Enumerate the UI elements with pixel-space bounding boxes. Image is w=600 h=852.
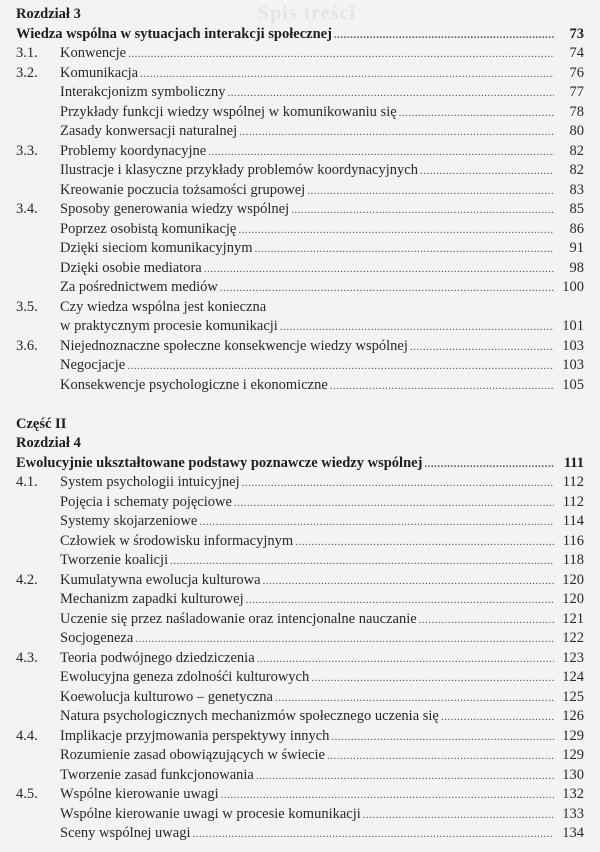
entry-title: Poprzez osobistą komunikację — [60, 220, 237, 237]
section-number: 3.2. — [16, 64, 38, 81]
dot-leader — [311, 669, 554, 689]
toc-subsection-entry[interactable] — [16, 103, 584, 123]
toc-chapter-entry[interactable] — [16, 25, 584, 45]
page-number: 133 — [562, 805, 584, 822]
entry-title: Ilustracje i klasyczne przykłady problemów koordynacyjnych — [60, 162, 418, 178]
toc-subsection-entry[interactable] — [16, 610, 584, 630]
page-number: 76 — [569, 64, 584, 81]
dot-leader — [331, 728, 554, 748]
dot-leader — [330, 377, 554, 397]
page-number: 130 — [562, 766, 584, 783]
chapter-label: Rozdział 3 — [16, 6, 81, 22]
entry-title: Konsekwencje psychologiczne i ekonomiczne — [60, 376, 328, 393]
entry-title: System psychologii intuicyjnej — [60, 474, 240, 490]
entry-title: Negocjacje — [60, 357, 126, 373]
bleed-through-heading: Spis treści — [258, 2, 356, 24]
table-of-contents — [16, 5, 584, 844]
page-number: 103 — [562, 357, 584, 373]
dot-leader — [238, 221, 554, 241]
toc-subsection-entry[interactable] — [16, 122, 584, 142]
entry-title: Teoria podwójnego dziedziczenia — [60, 649, 255, 666]
toc-section-entry[interactable] — [16, 200, 584, 220]
dot-leader — [420, 162, 554, 182]
page-number: 121 — [562, 610, 584, 627]
page-number: 112 — [562, 474, 584, 490]
toc-section-chapter-4 — [16, 415, 584, 844]
page-number: 86 — [569, 220, 584, 237]
page-number: 103 — [562, 337, 584, 354]
toc-section-entry[interactable] — [16, 44, 584, 64]
entry-title: Czy wiedza wspólna jest konieczna — [60, 298, 267, 315]
entry-title: Uczenie się przez naśladowanie oraz intencjonalne nauczanie — [60, 610, 417, 627]
toc-section-entry[interactable] — [16, 142, 584, 162]
entry-title: Tworzenie koalicji — [60, 552, 169, 568]
section-number: 3.5. — [16, 298, 38, 315]
section-gap — [16, 395, 584, 415]
entry-title: Rozumienie zasad obowiązujących w świecie — [60, 747, 325, 763]
page-number: 123 — [562, 649, 584, 666]
dot-leader — [424, 455, 554, 475]
page-number: 85 — [569, 201, 584, 217]
toc-chapter-entry[interactable] — [16, 454, 584, 474]
toc-subsection-entry[interactable] — [16, 688, 584, 708]
entry-title: Kreowanie poczucia tożsamości grupowej — [60, 181, 306, 198]
page-number: 120 — [562, 591, 584, 607]
page-number: 91 — [569, 240, 584, 256]
section-number: 4.5. — [16, 786, 38, 802]
toc-section-entry[interactable] — [16, 571, 584, 591]
toc-section-entry[interactable] — [16, 785, 584, 805]
entry-title: Konwencje — [60, 45, 127, 61]
section-number: 3.6. — [16, 337, 38, 354]
toc-subsection-entry[interactable] — [16, 668, 584, 688]
toc-subsection-entry[interactable] — [16, 551, 584, 571]
dot-leader — [257, 650, 554, 670]
toc-subsection-entry[interactable] — [16, 83, 584, 103]
page-number: 105 — [562, 376, 584, 393]
toc-section-entry[interactable] — [16, 298, 584, 318]
toc-section-entry[interactable] — [16, 473, 584, 493]
toc-subsection-entry[interactable] — [16, 259, 584, 279]
page-number: 100 — [562, 279, 584, 295]
dot-leader — [255, 240, 555, 260]
entry-title: Pojęcia i schematy pojęciowe — [60, 493, 232, 510]
toc-subsection-entry[interactable] — [16, 590, 584, 610]
dot-leader — [256, 767, 554, 787]
entry-title: Dzięki sieciom komunikacyjnym — [60, 240, 253, 256]
entry-title: Ewolucyjna geneza zdolnośći kulturowych — [60, 669, 310, 685]
toc-subsection-entry[interactable] — [16, 161, 584, 181]
entry-title: Ewolucyjnie ukształtowane podstawy poznawcze wiedzy wspólnej — [16, 454, 423, 471]
section-number: 4.2. — [16, 571, 38, 588]
dot-leader — [441, 708, 554, 728]
toc-section-entry[interactable] — [16, 337, 584, 357]
dot-leader — [410, 338, 554, 358]
part-label: Część II — [16, 415, 67, 432]
dot-leader — [234, 494, 554, 514]
dot-leader — [295, 533, 554, 553]
page-number: 132 — [562, 786, 584, 802]
page-number: 77 — [569, 84, 584, 100]
dot-leader — [140, 65, 554, 85]
entry-title: Kumulatywna ewolucja kulturowa — [60, 571, 261, 588]
toc-section-entry[interactable] — [16, 649, 584, 669]
entry-title: Tworzenie zasad funkcjonowania — [60, 766, 254, 783]
page-number: 73 — [569, 25, 584, 42]
entry-title: w praktycznym procesie komunikacji — [60, 318, 278, 334]
dot-leader — [128, 45, 554, 65]
dot-leader — [192, 825, 554, 845]
toc-section-chapter-3 — [16, 5, 584, 395]
dot-leader — [220, 279, 554, 299]
page-number: 78 — [569, 103, 584, 120]
dot-leader — [291, 201, 554, 221]
entry-title: Sceny wspólnej uwagi — [60, 825, 191, 841]
entry-title: Wspólne kierowanie uwagi — [60, 786, 219, 802]
page-number: 134 — [562, 825, 584, 841]
dot-leader — [363, 806, 554, 826]
dot-leader — [228, 84, 555, 104]
toc-subsection-entry[interactable] — [16, 181, 584, 201]
dot-leader — [419, 611, 554, 631]
entry-title: Wiedza wspólna w sytuacjach interakcji społecznej — [16, 25, 332, 42]
page-number: 101 — [562, 318, 584, 334]
page-number: 82 — [569, 162, 584, 178]
page-number: 129 — [562, 727, 584, 744]
entry-title: Problemy koordynacyjne — [60, 142, 207, 159]
entry-title: Przykłady funkcji wiedzy wspólnej w komunikowaniu się — [60, 103, 397, 120]
page-number: 112 — [562, 493, 584, 510]
toc-subsection-entry[interactable] — [16, 629, 584, 649]
entry-title: Człowiek w środowisku informacyjnym — [60, 532, 294, 549]
entry-title: Wspólne kierowanie uwagi w procesie komunikacji — [60, 805, 361, 822]
dot-leader — [170, 552, 554, 572]
page-number: 129 — [562, 747, 584, 763]
toc-subsection-entry[interactable] — [16, 532, 584, 552]
toc-subsection-entry[interactable] — [16, 278, 584, 298]
section-number: 4.1. — [16, 474, 38, 490]
dot-leader — [307, 182, 554, 202]
entry-title: Systemy skojarzeniowe — [60, 513, 198, 529]
toc-section-entry[interactable] — [16, 727, 584, 747]
entry-title: Sposoby generowania wiedzy wspólnej — [60, 201, 290, 217]
dot-leader — [199, 513, 554, 533]
section-number: 4.3. — [16, 649, 38, 666]
toc-subsection-entry[interactable] — [16, 512, 584, 532]
section-number: 4.4. — [16, 727, 38, 744]
dot-leader — [399, 104, 554, 124]
dot-leader — [204, 260, 554, 280]
chapter-label: Rozdział 4 — [16, 435, 81, 451]
section-number: 3.1. — [16, 45, 38, 61]
section-number: 3.4. — [16, 201, 38, 217]
page-number: 122 — [562, 630, 584, 646]
dot-leader — [221, 786, 554, 806]
page-number: 126 — [562, 708, 584, 724]
entry-title: Niejednoznaczne społeczne konsekwencje wiedzy wspólnej — [60, 337, 408, 354]
page-number: 120 — [562, 571, 584, 588]
toc-subsection-entry[interactable] — [16, 239, 584, 259]
toc-section-entry[interactable] — [16, 64, 584, 84]
entry-title: Dzięki osobie mediatora — [60, 259, 202, 276]
dot-leader — [239, 123, 554, 143]
page-number: 80 — [569, 123, 584, 139]
entry-title: Interakcjonizm symboliczny — [60, 84, 226, 100]
toc-subsection-entry[interactable] — [16, 707, 584, 727]
entry-title: Komunikacja — [60, 64, 139, 81]
dot-leader — [208, 143, 554, 163]
toc-subsection-entry[interactable] — [16, 376, 584, 396]
section-number: 3.3. — [16, 142, 38, 159]
toc-subsection-entry[interactable] — [16, 824, 584, 844]
toc-subsection-entry[interactable] — [16, 317, 584, 337]
dot-leader — [334, 26, 554, 46]
page-number: 125 — [562, 688, 584, 705]
entry-title: Zasady konwersacji naturalnej — [60, 123, 238, 139]
entry-title: Koewolucja kulturowo – genetyczna — [60, 688, 273, 705]
page-number: 118 — [562, 552, 584, 568]
toc-subsection-entry[interactable] — [16, 766, 584, 786]
dot-leader — [135, 630, 554, 650]
toc-subsection-entry[interactable] — [16, 356, 584, 376]
toc-subsection-entry[interactable] — [16, 220, 584, 240]
dot-leader — [242, 474, 554, 494]
page-number: 83 — [569, 181, 584, 198]
entry-title: Socjogeneza — [60, 630, 134, 646]
toc-subsection-entry[interactable] — [16, 746, 584, 766]
page-number: 98 — [569, 259, 584, 276]
dot-leader — [280, 318, 554, 338]
entry-title: Za pośrednictwem mediów — [60, 279, 218, 295]
dot-leader — [127, 357, 554, 377]
entry-title: Natura psychologicznych mechanizmów społecznego uczenia się — [60, 708, 439, 724]
dot-leader — [246, 591, 554, 611]
page-number: 74 — [569, 45, 584, 61]
toc-subsection-entry[interactable] — [16, 805, 584, 825]
toc-subsection-entry[interactable] — [16, 493, 584, 513]
dot-leader — [275, 689, 554, 709]
dot-leader — [327, 747, 554, 767]
dot-leader — [263, 572, 554, 592]
entry-title: Implikacje przyjmowania perspektywy innych — [60, 727, 330, 744]
entry-title: Mechanizm zapadki kulturowej — [60, 591, 244, 607]
page-number: 111 — [563, 454, 584, 471]
page-number: 124 — [562, 669, 584, 685]
page-number: 82 — [569, 142, 584, 159]
page-number: 114 — [562, 513, 584, 529]
page-number: 116 — [562, 532, 584, 549]
